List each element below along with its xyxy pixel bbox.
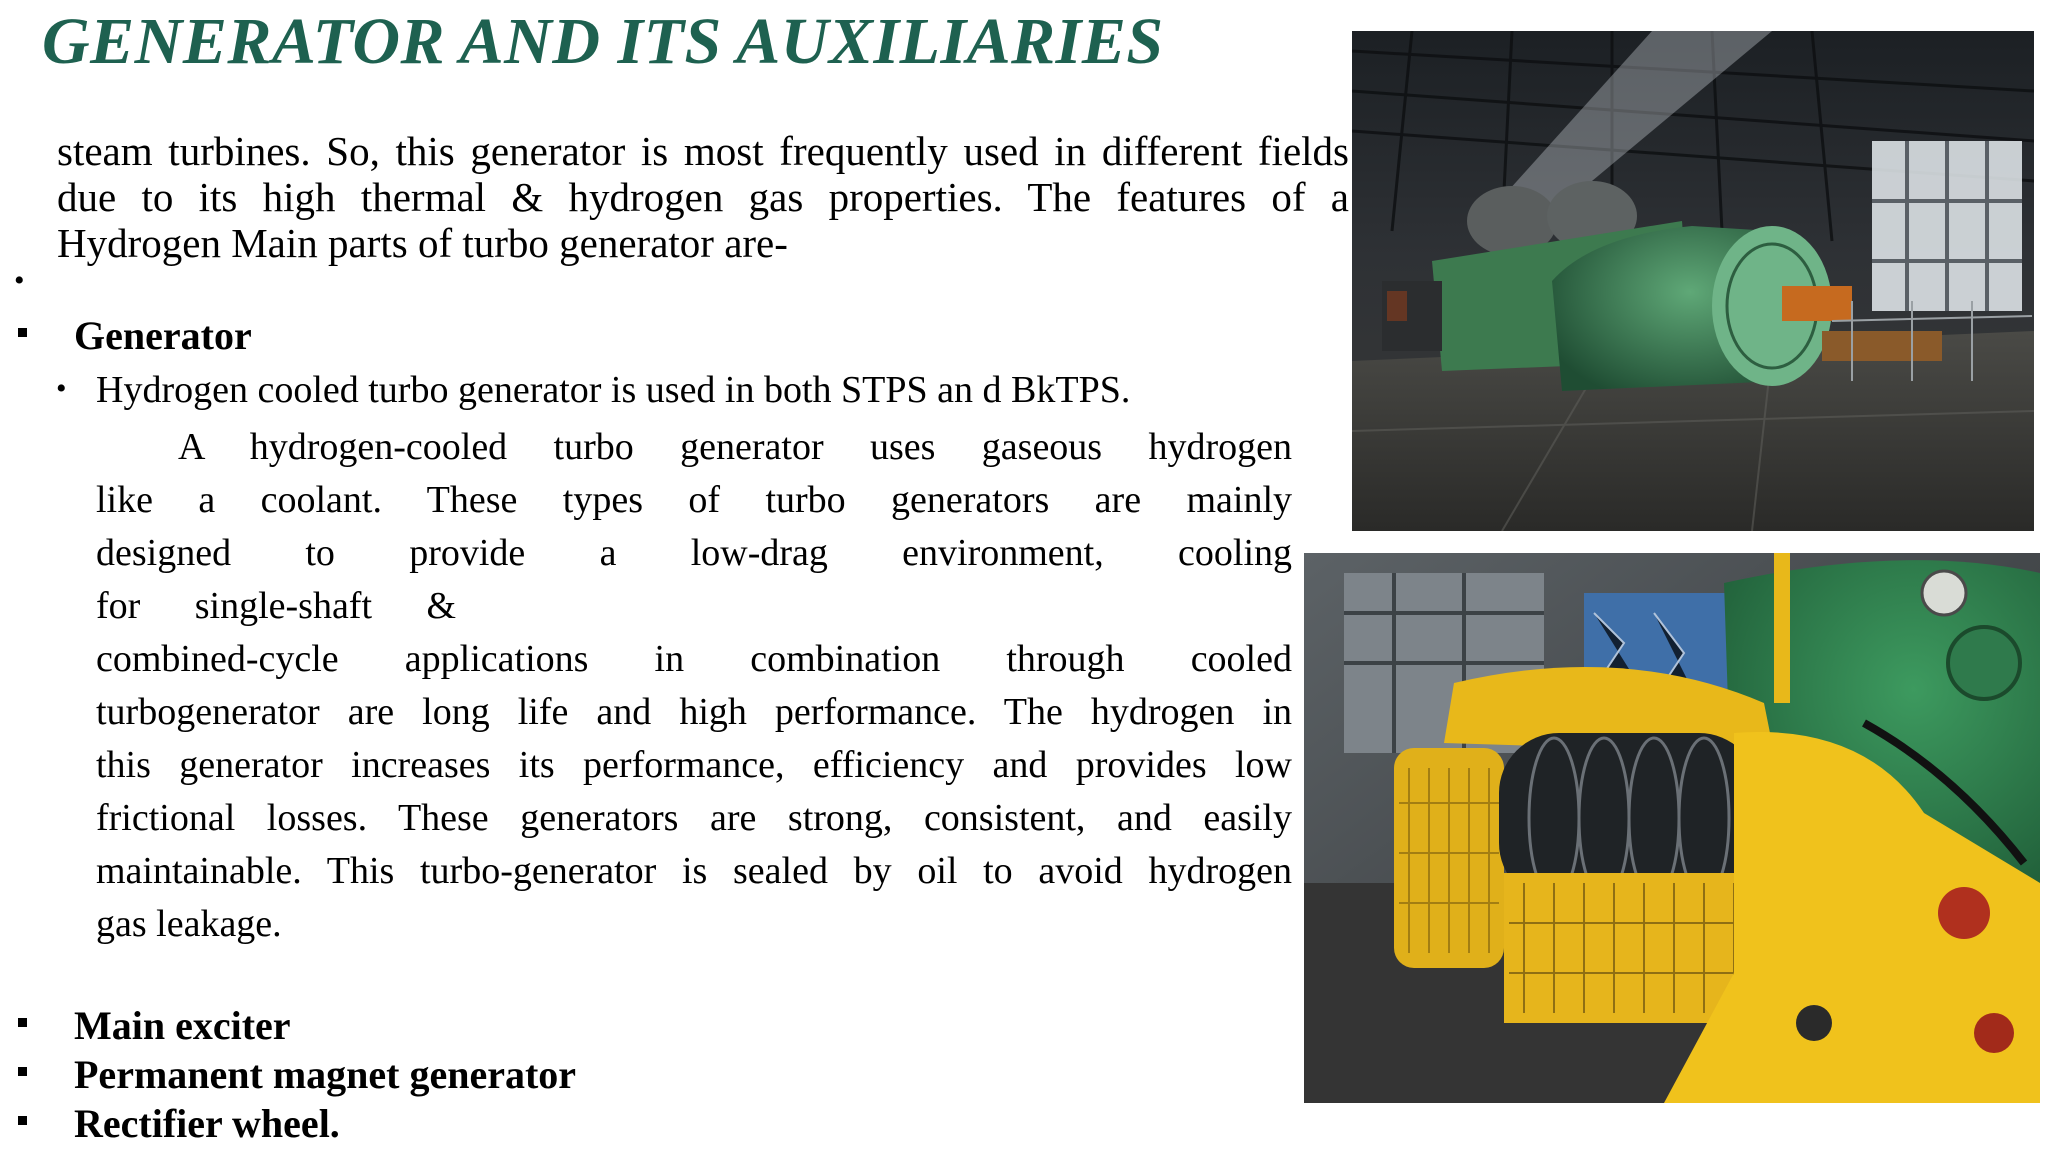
intro-paragraph bbox=[57, 128, 1349, 266]
exciter-image bbox=[1304, 553, 2040, 1103]
intro-line: Hydrogen Main parts of turbo generator are- bbox=[57, 220, 788, 266]
para-line: designed to provide a low-drag environment, cooling bbox=[96, 532, 1292, 574]
para-line: frictional losses. These generators are strong, consistent, and easily bbox=[96, 797, 1292, 839]
para-line: turbogenerator are long life and high performance. The hydrogen in bbox=[96, 691, 1292, 733]
section-heading-main-exciter: Main exciter bbox=[74, 1003, 291, 1048]
turbine-hall-image bbox=[1352, 31, 2034, 531]
square-bullet-icon bbox=[18, 1067, 27, 1076]
para-line: this generator increases its performance, efficiency and provides low bbox=[96, 744, 1292, 786]
para-line: A hydrogen-cooled turbo generator uses gaseous hydrogen bbox=[178, 426, 1292, 468]
intro-line: steam turbines. So, this generator is most frequently used in different fields bbox=[57, 128, 1349, 174]
para-line: like a coolant. These types of turbo generators are mainly bbox=[96, 479, 1292, 521]
section-heading-pmg: Permanent magnet generator bbox=[74, 1052, 577, 1097]
turbine-hall-photo bbox=[1352, 31, 2034, 531]
para-line: gas leakage. bbox=[96, 903, 282, 945]
empty-bullet: • bbox=[14, 264, 25, 297]
square-bullet-icon bbox=[18, 1116, 27, 1125]
generator-first-line: Hydrogen cooled turbo generator is used in both STPS an d BkTPS. bbox=[96, 369, 1131, 411]
square-bullet-icon bbox=[18, 1018, 27, 1027]
para-line: combined-cycle applications in combination through cooled bbox=[96, 638, 1292, 680]
square-bullet-icon bbox=[18, 328, 27, 337]
sub-bullet: • bbox=[56, 372, 67, 405]
intro-line: due to its high thermal & hydrogen gas properties. The features of a bbox=[57, 174, 1349, 220]
para-line: maintainable. This turbo-generator is sealed by oil to avoid hydrogen bbox=[96, 850, 1292, 892]
generator-description bbox=[96, 421, 1292, 951]
exciter-photo bbox=[1304, 553, 2040, 1103]
para-line: for single-shaft & bbox=[96, 585, 456, 627]
section-heading-generator: Generator bbox=[74, 313, 252, 358]
slide-title: GENERATOR AND ITS AUXILIARIES bbox=[42, 5, 1164, 78]
section-heading-rectifier-wheel: Rectifier wheel. bbox=[74, 1101, 340, 1146]
